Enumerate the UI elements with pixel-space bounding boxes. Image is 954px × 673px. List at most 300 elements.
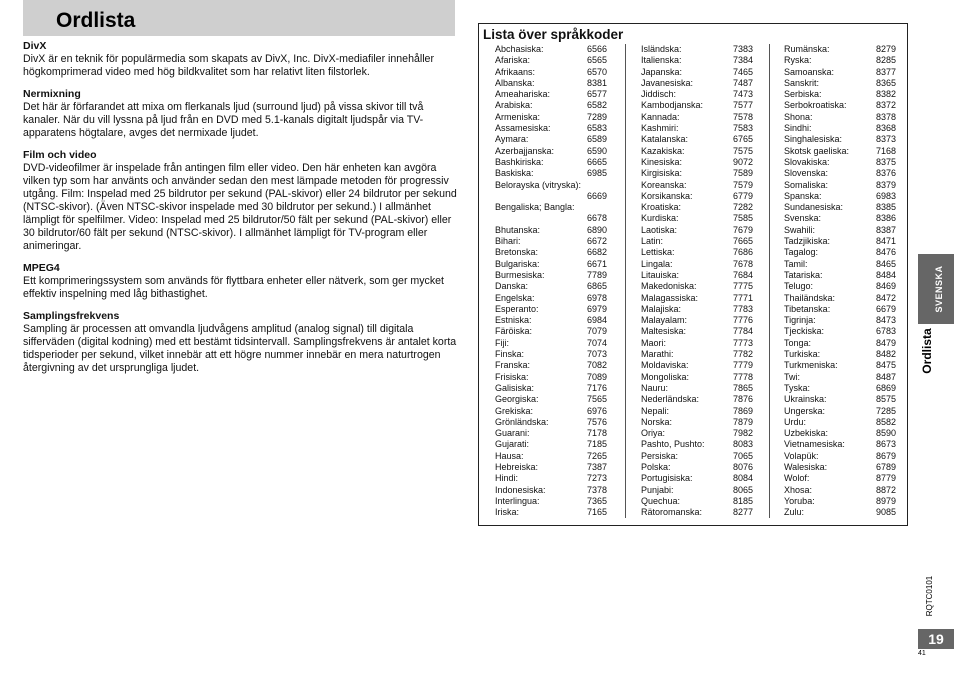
language-name: Fiji: bbox=[495, 337, 509, 348]
language-row bbox=[641, 270, 753, 281]
glossary-entry bbox=[23, 40, 458, 79]
language-code: 8376 bbox=[875, 168, 896, 179]
language-row bbox=[784, 78, 896, 89]
language-name: Uzbekiska: bbox=[784, 428, 829, 439]
language-code-table bbox=[478, 23, 908, 526]
language-row bbox=[784, 44, 896, 55]
language-row bbox=[495, 112, 607, 123]
column-divider bbox=[625, 44, 626, 518]
language-code: 6765 bbox=[732, 134, 753, 145]
language-code: 7778 bbox=[732, 371, 753, 382]
language-name: Bashkiriska: bbox=[495, 156, 544, 167]
language-row bbox=[784, 270, 896, 281]
language-code: 7869 bbox=[732, 405, 753, 416]
language-name: Kazakiska: bbox=[641, 145, 685, 156]
language-name: Urdu: bbox=[784, 416, 807, 427]
language-name: Bihari: bbox=[495, 236, 521, 247]
language-name: Litauiska: bbox=[641, 269, 680, 280]
language-row bbox=[495, 338, 607, 349]
language-row bbox=[495, 428, 607, 439]
language-name: Bretonska: bbox=[495, 247, 539, 258]
language-row bbox=[784, 123, 896, 134]
language-name: Quechua: bbox=[641, 495, 681, 506]
language-column-3 bbox=[784, 44, 896, 518]
language-row bbox=[495, 394, 607, 405]
language-row bbox=[784, 191, 896, 202]
language-code: 7378 bbox=[586, 484, 607, 495]
language-row bbox=[641, 213, 753, 224]
language-row bbox=[641, 281, 753, 292]
language-name: Lingala: bbox=[641, 258, 673, 269]
language-row bbox=[784, 394, 896, 405]
language-name: Pashto, Pushto: bbox=[641, 439, 705, 450]
language-tab bbox=[918, 254, 954, 324]
language-code: 6566 bbox=[586, 44, 607, 54]
language-row bbox=[495, 315, 607, 326]
language-code: 6671 bbox=[586, 258, 607, 269]
language-code: 7065 bbox=[732, 450, 753, 461]
language-name: Färöiska: bbox=[495, 326, 533, 337]
language-name: Nederländska: bbox=[641, 394, 700, 405]
language-code: 8378 bbox=[875, 111, 896, 122]
language-row bbox=[495, 281, 607, 292]
language-row bbox=[495, 462, 607, 473]
language-row bbox=[641, 304, 753, 315]
language-row bbox=[495, 326, 607, 337]
language-code: 8279 bbox=[875, 44, 896, 54]
language-name: Wolof: bbox=[784, 473, 810, 484]
language-row bbox=[784, 281, 896, 292]
language-name: Indonesiska: bbox=[495, 484, 546, 495]
language-row bbox=[784, 439, 896, 450]
language-code: 6582 bbox=[586, 100, 607, 111]
language-row bbox=[784, 247, 896, 258]
language-code: 7578 bbox=[732, 111, 753, 122]
glossary-definition: Ett komprimeringssystem som används för flyttbara enheter eller nätverk, som ger mycket effektiv inspelning med låg bithastighet. bbox=[23, 275, 444, 300]
glossary-entry bbox=[23, 149, 458, 253]
language-code: 7679 bbox=[732, 224, 753, 235]
glossary-definition: DivX är en teknik för populärmedia som skapats av DivX, Inc. DivX-mediafiler innehåller högkomprimerad video med hög bildkvalitet som har relativt liten filstorlek. bbox=[23, 53, 434, 78]
language-column-2 bbox=[641, 44, 753, 518]
language-name: Tonga: bbox=[784, 337, 812, 348]
language-code: 7265 bbox=[586, 450, 607, 461]
language-row bbox=[641, 326, 753, 337]
language-name: Tyska: bbox=[784, 382, 811, 393]
language-row bbox=[641, 67, 753, 78]
language-code: 6669 bbox=[586, 190, 607, 201]
language-code: 8679 bbox=[875, 450, 896, 461]
language-name: Twi: bbox=[784, 371, 801, 382]
language-code: 8382 bbox=[875, 89, 896, 100]
language-row bbox=[784, 451, 896, 462]
language-name: Bengaliska; Bangla: bbox=[495, 202, 575, 213]
language-name: Korsikanska: bbox=[641, 190, 693, 201]
language-row bbox=[641, 44, 753, 55]
language-name: Frisiska: bbox=[495, 371, 529, 382]
language-row bbox=[784, 315, 896, 326]
language-name: Burmesiska: bbox=[495, 269, 545, 280]
language-name: Malagassiska: bbox=[641, 292, 699, 303]
language-row bbox=[641, 123, 753, 134]
language-row bbox=[641, 338, 753, 349]
language-row bbox=[784, 134, 896, 145]
language-code: 7782 bbox=[732, 349, 753, 360]
language-code: 7779 bbox=[732, 360, 753, 371]
language-row bbox=[495, 496, 607, 507]
language-code: 7079 bbox=[586, 326, 607, 337]
language-code: 6570 bbox=[586, 66, 607, 77]
language-name: Persiska: bbox=[641, 450, 679, 461]
language-code: 7165 bbox=[586, 507, 607, 518]
language-code: 8365 bbox=[875, 77, 896, 88]
language-name: Abchasiska: bbox=[495, 44, 544, 54]
language-code: 8779 bbox=[875, 473, 896, 484]
language-name: Yoruba: bbox=[784, 495, 815, 506]
language-name: Belorayska (vitryska): bbox=[495, 179, 582, 190]
language-row bbox=[784, 180, 896, 191]
language-row bbox=[495, 146, 607, 157]
language-row bbox=[641, 89, 753, 100]
language-code: 6978 bbox=[586, 292, 607, 303]
language-name: Serbokroatiska: bbox=[784, 100, 847, 111]
language-name: Turkmeniska: bbox=[784, 360, 838, 371]
language-code: 7285 bbox=[875, 405, 896, 416]
language-code: 6890 bbox=[586, 224, 607, 235]
language-row bbox=[641, 485, 753, 496]
document-code-text: RQTC0101 bbox=[924, 575, 934, 617]
language-row bbox=[784, 338, 896, 349]
language-row bbox=[784, 146, 896, 157]
language-code: 6589 bbox=[586, 134, 607, 145]
language-name: Tatariska: bbox=[784, 269, 823, 280]
language-code: 7383 bbox=[732, 44, 753, 54]
language-row bbox=[495, 168, 607, 179]
language-name: Rätoromanska: bbox=[641, 507, 703, 518]
language-code: 7776 bbox=[732, 315, 753, 326]
language-row bbox=[641, 451, 753, 462]
language-code: 7684 bbox=[732, 269, 753, 280]
language-row bbox=[784, 417, 896, 428]
page-title-bar bbox=[23, 0, 455, 36]
language-name: Assamesiska: bbox=[495, 123, 551, 134]
language-row bbox=[641, 507, 753, 518]
language-row bbox=[784, 383, 896, 394]
language-code: 7074 bbox=[586, 337, 607, 348]
language-name: Kannada: bbox=[641, 111, 680, 122]
language-row bbox=[641, 225, 753, 236]
language-code: 8375 bbox=[875, 156, 896, 167]
language-row bbox=[784, 213, 896, 224]
language-row bbox=[784, 55, 896, 66]
section-label-text: Ordlista bbox=[920, 328, 934, 374]
language-row bbox=[784, 360, 896, 371]
language-row bbox=[784, 507, 896, 518]
language-name: Maori: bbox=[641, 337, 667, 348]
language-row bbox=[495, 44, 607, 55]
language-code: 8473 bbox=[875, 315, 896, 326]
language-row bbox=[641, 293, 753, 304]
language-row bbox=[495, 89, 607, 100]
language-row bbox=[641, 462, 753, 473]
glossary-entry bbox=[23, 88, 458, 140]
language-name: Kinesiska: bbox=[641, 156, 683, 167]
language-code: 7365 bbox=[586, 495, 607, 506]
language-code: 8487 bbox=[875, 371, 896, 382]
language-name: Franska: bbox=[495, 360, 531, 371]
language-code: 7585 bbox=[732, 213, 753, 224]
language-row bbox=[784, 462, 896, 473]
language-row bbox=[641, 473, 753, 484]
language-code: 6979 bbox=[586, 303, 607, 314]
language-code: 8979 bbox=[875, 495, 896, 506]
glossary-entry bbox=[23, 262, 458, 301]
language-name: Albanska: bbox=[495, 77, 535, 88]
language-code: 8482 bbox=[875, 349, 896, 360]
language-code: 8465 bbox=[875, 258, 896, 269]
language-code: 6665 bbox=[586, 156, 607, 167]
language-name: Latin: bbox=[641, 236, 664, 247]
language-name: Kambodjanska: bbox=[641, 100, 704, 111]
language-code: 7073 bbox=[586, 349, 607, 360]
language-row bbox=[641, 134, 753, 145]
language-code: 6869 bbox=[875, 382, 896, 393]
language-row bbox=[495, 507, 607, 518]
glossary-definition: Sampling är processen att omvandla ljudvågens amplitud (analog signal) till digitala sifferväden (digital kodning) med ett bestämt tidsintervall. Samplingsfrekvens är antalet korta tidsperioder per sekund, vilket innebär att ett högre nummer innebär en mera naturtrogen återgivning av det ursprungliga ljudet. bbox=[23, 323, 457, 374]
language-code: 7465 bbox=[732, 66, 753, 77]
language-row bbox=[641, 383, 753, 394]
language-row bbox=[641, 191, 753, 202]
language-row bbox=[784, 349, 896, 360]
language-code: 8076 bbox=[732, 461, 753, 472]
language-name: Rumänska: bbox=[784, 44, 830, 54]
language-row bbox=[641, 78, 753, 89]
language-name: Interlingua: bbox=[495, 495, 540, 506]
language-row bbox=[495, 349, 607, 360]
language-name: Marathi: bbox=[641, 349, 674, 360]
language-row bbox=[641, 157, 753, 168]
language-row bbox=[641, 146, 753, 157]
language-name: Vietnamesiska: bbox=[784, 439, 845, 450]
language-name: Sanskrit: bbox=[784, 77, 820, 88]
language-code: 7879 bbox=[732, 416, 753, 427]
language-code: 8479 bbox=[875, 337, 896, 348]
language-code: 8372 bbox=[875, 100, 896, 111]
language-code: 9072 bbox=[732, 156, 753, 167]
language-row bbox=[495, 293, 607, 304]
glossary-term: Samplingsfrekvens bbox=[23, 310, 120, 322]
language-row bbox=[784, 485, 896, 496]
language-code: 8673 bbox=[875, 439, 896, 450]
language-code: 7384 bbox=[732, 55, 753, 66]
language-name: Skotsk gaeliska: bbox=[784, 145, 850, 156]
language-row bbox=[495, 304, 607, 315]
language-row bbox=[641, 394, 753, 405]
language-row bbox=[641, 168, 753, 179]
language-code: 7876 bbox=[732, 394, 753, 405]
language-row bbox=[495, 270, 607, 281]
language-code: 7865 bbox=[732, 382, 753, 393]
language-name: Shona: bbox=[784, 111, 813, 122]
language-name: Esperanto: bbox=[495, 303, 539, 314]
language-row bbox=[495, 202, 607, 225]
language-name: Polska: bbox=[641, 461, 671, 472]
language-row bbox=[641, 236, 753, 247]
language-name: Thailändska: bbox=[784, 292, 836, 303]
language-name: Guarani: bbox=[495, 428, 530, 439]
language-code: 7565 bbox=[586, 394, 607, 405]
language-code: 8575 bbox=[875, 394, 896, 405]
language-name: Slovakiska: bbox=[784, 156, 830, 167]
language-code: 8373 bbox=[875, 134, 896, 145]
language-code: 8386 bbox=[875, 213, 896, 224]
language-code-title: Lista över språkkoder bbox=[483, 27, 624, 42]
language-name: Sindhi: bbox=[784, 123, 812, 134]
language-name: Galisiska: bbox=[495, 382, 535, 393]
language-row bbox=[495, 360, 607, 371]
language-row bbox=[495, 417, 607, 428]
language-code: 8590 bbox=[875, 428, 896, 439]
language-row bbox=[495, 134, 607, 145]
language-code: 7784 bbox=[732, 326, 753, 337]
language-code: 7589 bbox=[732, 168, 753, 179]
language-code: 7577 bbox=[732, 100, 753, 111]
language-code: 8469 bbox=[875, 281, 896, 292]
language-code: 7775 bbox=[732, 281, 753, 292]
language-code: 8471 bbox=[875, 236, 896, 247]
language-name: Slovenska: bbox=[784, 168, 829, 179]
document-code bbox=[922, 570, 936, 622]
language-code: 6590 bbox=[586, 145, 607, 156]
language-row bbox=[784, 225, 896, 236]
language-row bbox=[641, 360, 753, 371]
language-code: 7289 bbox=[586, 111, 607, 122]
language-name: Oriya: bbox=[641, 428, 666, 439]
language-code: 8065 bbox=[732, 484, 753, 495]
language-code: 8083 bbox=[732, 439, 753, 450]
language-row bbox=[495, 383, 607, 394]
language-row bbox=[784, 496, 896, 507]
language-name: Kashmiri: bbox=[641, 123, 679, 134]
glossary-entry bbox=[23, 310, 458, 375]
language-row bbox=[641, 496, 753, 507]
language-row bbox=[641, 112, 753, 123]
language-name: Finska: bbox=[495, 349, 525, 360]
language-name: Svenska: bbox=[784, 213, 822, 224]
language-name: Estniska: bbox=[495, 315, 532, 326]
language-row bbox=[641, 439, 753, 450]
language-name: Isländska: bbox=[641, 44, 682, 54]
language-code: 7783 bbox=[732, 303, 753, 314]
language-name: Spanska: bbox=[784, 190, 822, 201]
language-code: 6679 bbox=[875, 303, 896, 314]
language-name: Danska: bbox=[495, 281, 529, 292]
language-name: Tjeckiska: bbox=[784, 326, 825, 337]
language-row bbox=[784, 89, 896, 100]
language-code: 7273 bbox=[586, 473, 607, 484]
language-code: 6783 bbox=[875, 326, 896, 337]
language-code: 7789 bbox=[586, 269, 607, 280]
language-code: 7982 bbox=[732, 428, 753, 439]
language-code: 8381 bbox=[586, 77, 607, 88]
language-row bbox=[641, 202, 753, 213]
language-code: 6865 bbox=[586, 281, 607, 292]
language-name: Engelska: bbox=[495, 292, 535, 303]
language-code: 7686 bbox=[732, 247, 753, 258]
language-name: Ungerska: bbox=[784, 405, 826, 416]
language-row bbox=[495, 225, 607, 236]
language-code: 8582 bbox=[875, 416, 896, 427]
language-name: Baskiska: bbox=[495, 168, 534, 179]
language-name: Makedoniska: bbox=[641, 281, 697, 292]
language-name: Armeniska: bbox=[495, 111, 541, 122]
language-code: 6976 bbox=[586, 405, 607, 416]
language-row bbox=[784, 157, 896, 168]
language-name: Georgiska: bbox=[495, 394, 539, 405]
language-row bbox=[495, 236, 607, 247]
language-code: 7282 bbox=[732, 202, 753, 213]
language-name: Samoanska: bbox=[784, 66, 835, 77]
language-code: 7473 bbox=[732, 89, 753, 100]
language-row bbox=[784, 372, 896, 383]
section-label bbox=[918, 328, 936, 378]
language-code: 7082 bbox=[586, 360, 607, 371]
glossary-term: Film och video bbox=[23, 149, 97, 161]
language-name: Koreanska: bbox=[641, 179, 687, 190]
page-sub-number: 41 bbox=[918, 650, 926, 657]
language-name: Moldaviska: bbox=[641, 360, 689, 371]
glossary-definition: DVD-videofilmer är inspelade från antingen film eller video. Den här enheten kan avgöra vilken typ som har använts och använder sedan den mest lämpade metoden för progressiv utgång. Film: Inspelad med 25 bildrutor per sekund (PAL-skivor) eller 24 bildrutor per sekund (NTSC-skivor). (Även NTSC-skivor inspelade med 30 bildrutor per sekund.) I allmänhet lämpligt för spelfilmer. Video: Inspelad med 25 bildrutor/50 fält per sekund (PAL-skivor) eller 30 bildrutor/60 fält per sekund (NTSC-skivor). I allmänhet lämpligt för TV-program eller animeringar. bbox=[23, 162, 457, 252]
language-name: Katalanska: bbox=[641, 134, 689, 145]
language-name: Serbiska: bbox=[784, 89, 822, 100]
language-name: Turkiska: bbox=[784, 349, 821, 360]
language-name: Aymara: bbox=[495, 134, 529, 145]
language-row bbox=[784, 168, 896, 179]
language-row bbox=[784, 428, 896, 439]
language-code: 8379 bbox=[875, 179, 896, 190]
language-row bbox=[641, 417, 753, 428]
glossary-term: Nermixning bbox=[23, 88, 81, 100]
language-row bbox=[495, 439, 607, 450]
language-name: Nauru: bbox=[641, 382, 669, 393]
language-name: Hebreiska: bbox=[495, 461, 539, 472]
language-name: Laotiska: bbox=[641, 224, 678, 235]
language-code: 7665 bbox=[732, 236, 753, 247]
language-row bbox=[495, 406, 607, 417]
language-code: 8472 bbox=[875, 292, 896, 303]
language-code: 7387 bbox=[586, 461, 607, 472]
language-code: 8484 bbox=[875, 269, 896, 280]
language-code: 8185 bbox=[732, 495, 753, 506]
language-row bbox=[784, 406, 896, 417]
language-name: Bhutanska: bbox=[495, 224, 541, 235]
language-code: 7583 bbox=[732, 123, 753, 134]
language-name: Afrikaans: bbox=[495, 66, 536, 77]
language-name: Hausa: bbox=[495, 450, 524, 461]
language-code: 6577 bbox=[586, 89, 607, 100]
language-name: Gujarati: bbox=[495, 439, 530, 450]
language-code: 6583 bbox=[586, 123, 607, 134]
language-name: Kurdiska: bbox=[641, 213, 679, 224]
language-row bbox=[784, 112, 896, 123]
language-code: 7575 bbox=[732, 145, 753, 156]
language-row bbox=[495, 55, 607, 66]
language-name: Afariska: bbox=[495, 55, 531, 66]
language-name: Tamil: bbox=[784, 258, 808, 269]
page-number: 19 bbox=[918, 629, 954, 649]
language-code: 8476 bbox=[875, 247, 896, 258]
language-row bbox=[641, 180, 753, 191]
column-divider bbox=[769, 44, 770, 518]
